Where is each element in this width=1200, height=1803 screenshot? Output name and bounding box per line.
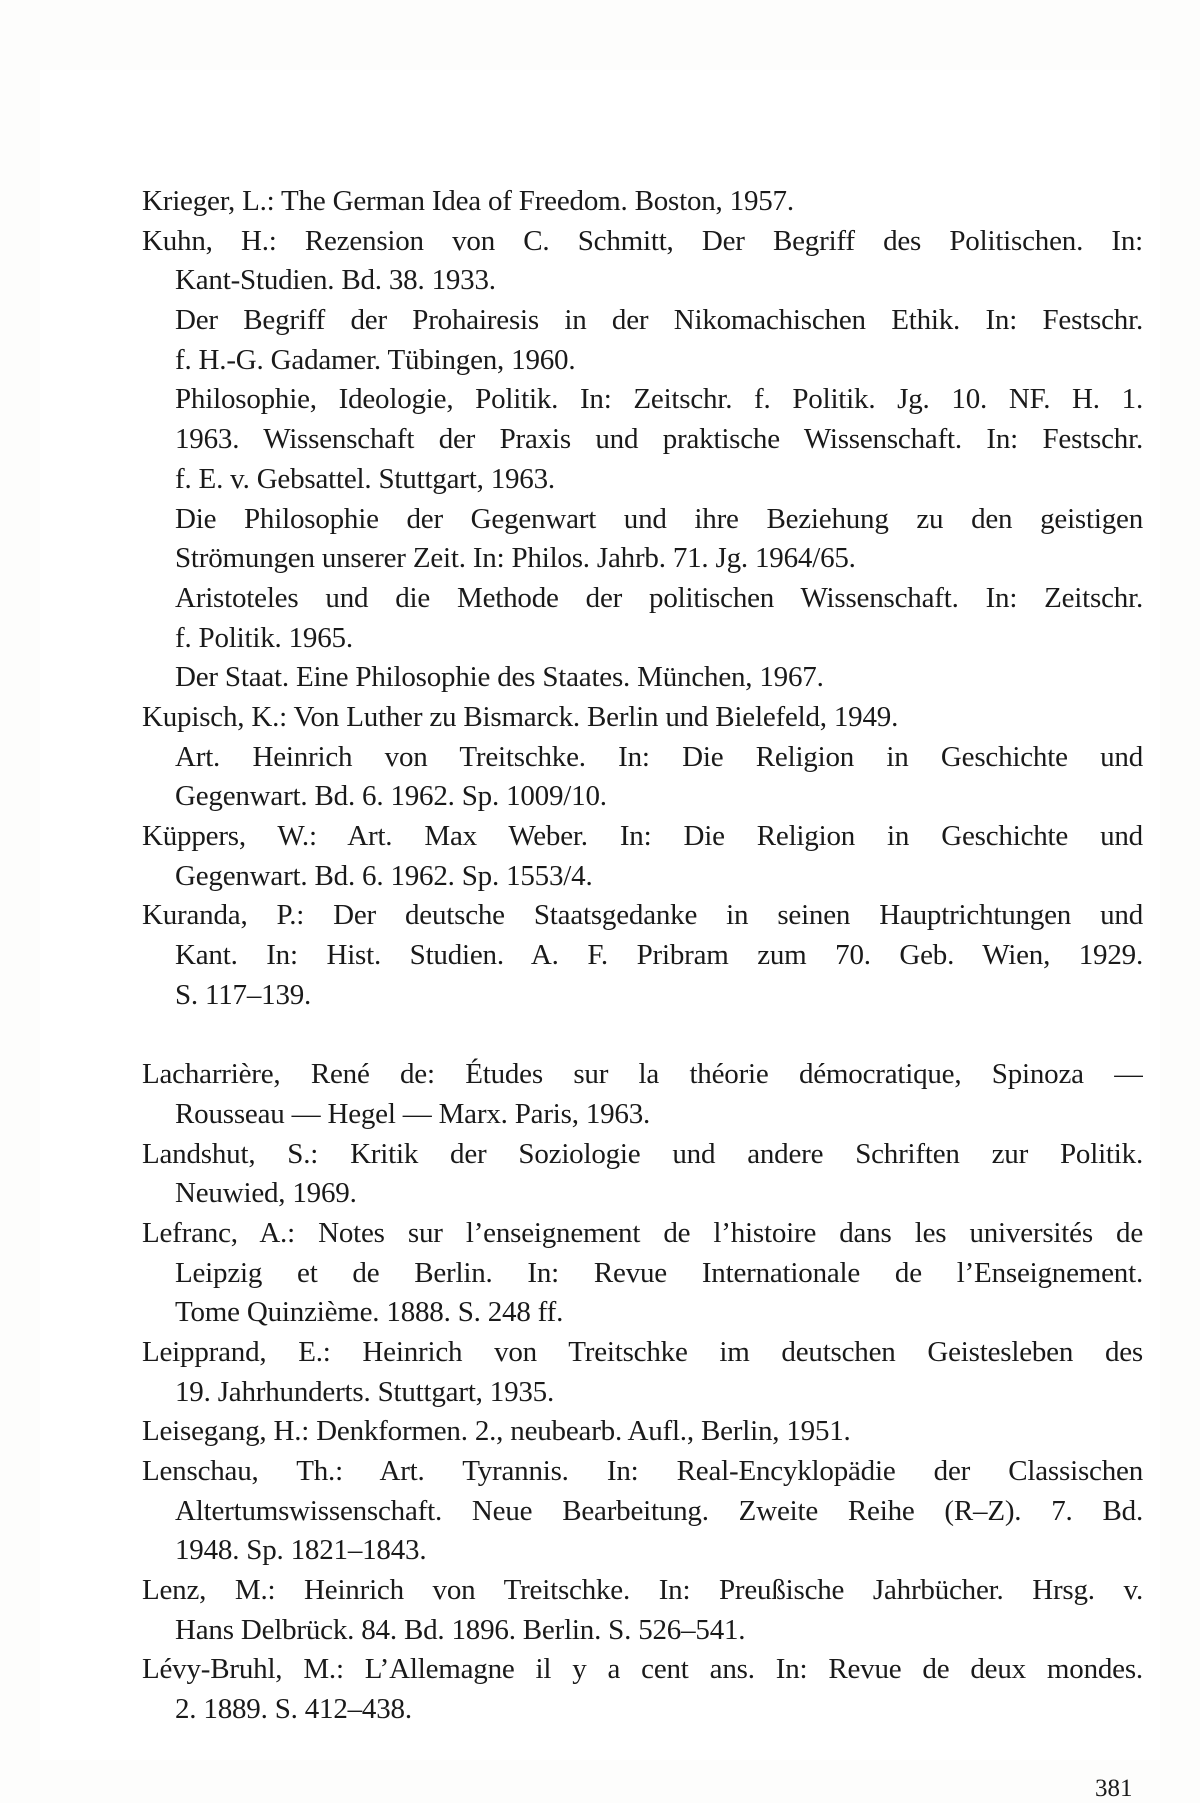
entry-line: Leisegang, H.: Denkformen. 2., neubearb. Aufl., Berlin, 1951. [142,1415,851,1448]
bibliography-entry [142,1055,1143,1134]
entry-line: Tome Quinzième. 1888. S. 248 ff. [175,1296,564,1329]
entry-line: Strömungen unserer Zeit. In: Philos. Jahrb. 71. Jg. 1964/65. [175,542,856,575]
bibliography-entry [142,698,1143,738]
entry-line: Philosophie, Ideologie, Politik. In: Zeitschr. f. Politik. Jg. 10. NF. H. 1. [175,383,1143,416]
entry-line: f. H.-G. Gadamer. Tübingen, 1960. [175,343,576,376]
bibliography-subentry [142,500,1143,579]
entry-line: Lefranc, A.: Notes sur l’enseignement de l’histoire dans les universités de [142,1216,1143,1249]
entry-line: 1948. Sp. 1821–1843. [175,1534,427,1567]
entry-line: Gegenwart. Bd. 6. 1962. Sp. 1009/10. [175,780,607,813]
entry-line: Kuranda, P.: Der deutsche Staatsgedanke in seinen Hauptrichtungen und [142,899,1143,932]
entry-line: Lévy-Bruhl, M.: L’Allemagne il y a cent ans. In: Revue de deux mondes. [142,1653,1143,1686]
entry-line: Kuhn, H.: Rezension von C. Schmitt, Der Begriff des Politischen. In: [142,224,1143,257]
entry-line: S. 117–139. [175,978,312,1011]
bibliography-entry [142,1412,1143,1452]
entry-line: f. Politik. 1965. [175,621,353,654]
entry-line: Krieger, L.: The German Idea of Freedom. Boston, 1957. [142,185,794,217]
entry-line: Hans Delbrück. 84. Bd. 1896. Berlin. S. 526–541. [175,1613,746,1646]
entry-line: f. E. v. Gebsattel. Stuttgart, 1963. [175,462,555,495]
bibliography-subentry [142,579,1143,658]
bibliography-subentry [142,301,1143,380]
section-gap [142,1015,1143,1055]
bibliography-entry [142,1452,1143,1571]
bibliography-subentry [142,738,1143,817]
entry-line: Leipzig et de Berlin. In: Revue Internationale de l’Enseignement. [175,1256,1143,1289]
bibliography-entry [142,222,1143,301]
entry-line: Lenschau, Th.: Art. Tyrannis. In: Real-Encyklopädie der Classischen [142,1455,1143,1487]
entry-line: 19. Jahrhunderts. Stuttgart, 1935. [175,1375,555,1408]
bibliography-entry [142,817,1143,896]
entry-line: Altertumswissenschaft. Neue Bearbeitung. Zweite Reihe (R–Z). 7. Bd. [175,1494,1143,1527]
entry-line: Lenz, M.: Heinrich von Treitschke. In: Preußische Jahrbücher. Hrsg. v. [142,1574,1143,1607]
entry-line: Der Begriff der Prohairesis in der Nikomachischen Ethik. In: Festschr. [175,304,1143,337]
entry-line: Kant-Studien. Bd. 38. 1933. [175,264,496,297]
entry-line: Landshut, S.: Kritik der Soziologie und andere Schriften zur Politik. [142,1137,1143,1170]
bibliography-list [142,182,1143,1730]
entry-line: 1963. Wissenschaft der Praxis und praktische Wissenschaft. In: Festschr. [175,423,1143,456]
entry-line: Der Staat. Eine Philosophie des Staates. München, 1967. [175,661,824,694]
bibliography-entry [142,1650,1143,1729]
bibliography-subentry [142,658,1143,698]
entry-line: Leipprand, E.: Heinrich von Treitschke im deutschen Geistesleben des [142,1335,1143,1368]
bibliography-entry [142,896,1143,1015]
book-page [40,70,1160,1802]
bibliography-entry [142,1333,1143,1412]
entry-line: Aristoteles und die Methode der politischen Wissenschaft. In: Zeitschr. [175,581,1143,614]
entry-line: Kant. In: Hist. Studien. A. F. Pribram zum 70. Geb. Wien, 1929. [175,939,1143,972]
entry-line: Lacharrière, René de: Études sur la théorie démocratique, Spinoza — [142,1058,1143,1091]
entry-line: Die Philosophie der Gegenwart und ihre Beziehung zu den geistigen [175,502,1143,535]
bibliography-entry [142,182,1143,222]
bibliography-subentry [142,380,1143,499]
bibliography-entry [142,1571,1143,1650]
bibliography-entry [142,1135,1143,1214]
entry-line: Küppers, W.: Art. Max Weber. In: Die Religion in Geschichte und [142,820,1143,852]
bibliography-entry [142,1214,1143,1333]
page-number: 381 [1095,1775,1133,1802]
entry-line: 2. 1889. S. 412–438. [175,1693,412,1726]
entry-line: Kupisch, K.: Von Luther zu Bismarck. Berlin und Bielefeld, 1949. [142,700,899,733]
entry-line: Neuwied, 1969. [175,1177,357,1210]
entry-line: Art. Heinrich von Treitschke. In: Die Religion in Geschichte und [175,740,1143,773]
entry-line: Rousseau — Hegel — Marx. Paris, 1963. [175,1097,651,1130]
entry-line: Gegenwart. Bd. 6. 1962. Sp. 1553/4. [175,859,593,892]
